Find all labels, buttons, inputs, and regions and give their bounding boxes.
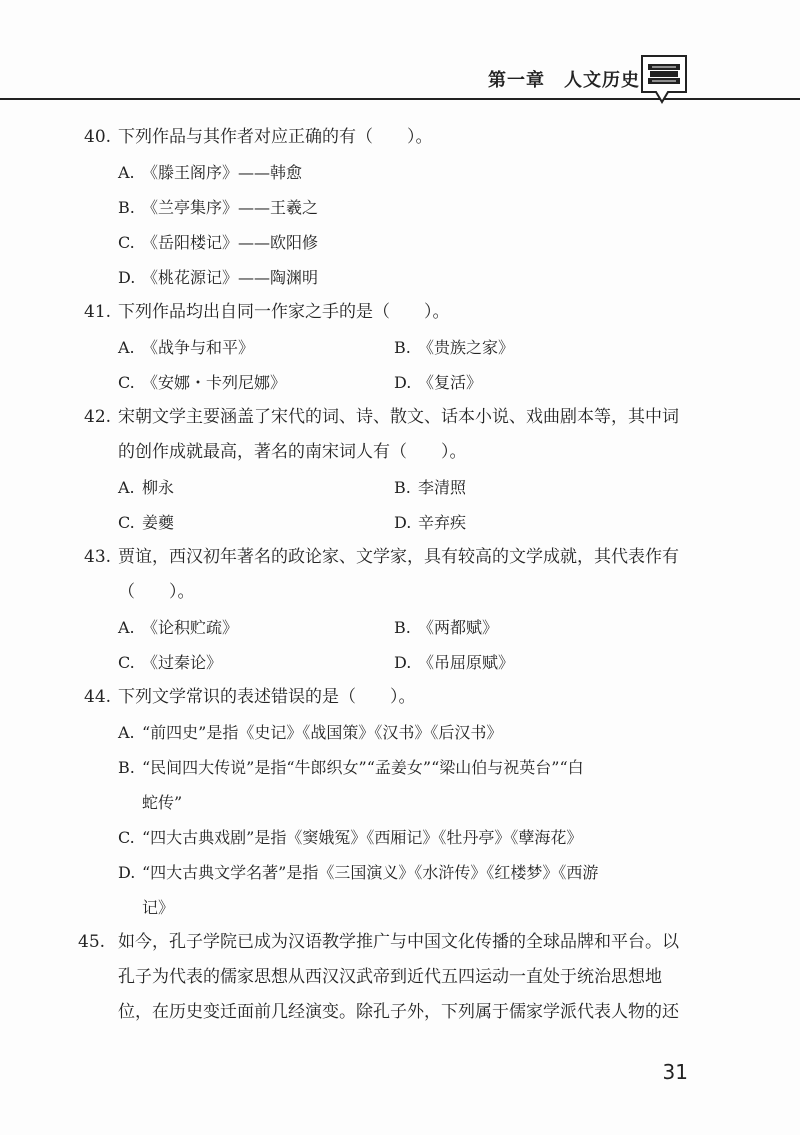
option-b: B. 《两都赋》 [394,618,499,637]
question-44 [84,680,684,715]
question-stem: 贾谊，西汉初年著名的政论家、文学家，具有较高的文学成就，其代表作有 [118,547,679,567]
question-stem: （ ）。 [118,582,195,602]
page-number: 31 [662,1060,688,1084]
option-b: B. “民间四大传说”是指“牛郎织女”“孟姜女”“梁山伯与祝英台”“白 蛇传” [118,758,584,812]
book-stack-icon [638,52,690,108]
option-grid [118,610,684,680]
question-number: 40. [84,127,112,147]
option-d: D. 《复活》 [394,373,483,392]
question-number: 45. [78,932,106,952]
option-a: A. 《论积贮疏》 [118,618,239,637]
option-b: B. 《贵族之家》 [394,338,515,357]
option-a: A. 柳永 [118,478,175,497]
option-a: A. 《滕王阁序》——韩愈 [118,163,303,182]
option-c: C. 姜夔 [118,513,175,532]
question-number: 44. [84,687,112,707]
option-d: D. 《桃花源记》——陶渊明 [118,268,319,287]
question-stem: 位，在历史变迁面前几经演变。除孔子外，下列属于儒家学派代表人物的还 [118,1002,679,1022]
option-c: C. 《岳阳楼记》——欧阳修 [118,233,319,252]
question-list [78,120,684,1030]
option-grid [118,330,684,400]
question-number: 42. [84,407,112,427]
question-stem: 宋朝文学主要涵盖了宋代的词、诗、散文、话本小说、戏曲剧本等，其中词 [118,407,679,427]
chapter-title: 第一章 人文历史 [488,70,640,91]
option-a: A. “前四史”是指《史记》《战国策》《汉书》《后汉书》 [118,723,503,742]
option-d: D. 辛弃疾 [394,513,467,532]
question-43 [84,540,684,610]
question-40 [84,120,684,155]
option-b: B. 李清照 [394,478,467,497]
question-number: 41. [84,302,112,322]
question-stem: 如今，孔子学院已成为汉语教学推广与中国文化传播的全球品牌和平台。以 [118,932,679,952]
option-list [118,155,684,295]
question-41 [84,295,684,330]
option-list [118,715,684,925]
option-d: D. “四大古典文学名著”是指《三国演义》《水浒传》《红楼梦》《西游 记》 [118,863,599,917]
option-c: C. “四大古典戏剧”是指《窦娥冤》《西厢记》《牡丹亭》《孽海花》 [118,828,583,847]
question-stem: 下列作品与其作者对应正确的有（ ）。 [118,127,433,147]
option-d: D. 《吊屈原赋》 [394,653,515,672]
option-b: B. 《兰亭集序》——王羲之 [118,198,319,217]
question-number: 43. [84,547,112,567]
option-grid [118,470,684,540]
question-stem: 下列文学常识的表述错误的是（ ）。 [118,687,416,707]
question-42 [84,400,684,470]
page-header [0,0,800,110]
question-stem: 下列作品均出自同一作家之手的是（ ）。 [118,302,450,322]
option-a: A. 《战争与和平》 [118,338,255,357]
question-45 [78,925,684,1030]
option-c: C. 《过秦论》 [118,653,223,672]
question-stem: 孔子为代表的儒家思想从西汉汉武帝到近代五四运动一直处于统治思想地 [118,967,662,987]
question-stem: 的创作成就最高，著名的南宋词人有（ ）。 [118,442,467,462]
option-c: C. 《安娜・卡列尼娜》 [118,373,287,392]
